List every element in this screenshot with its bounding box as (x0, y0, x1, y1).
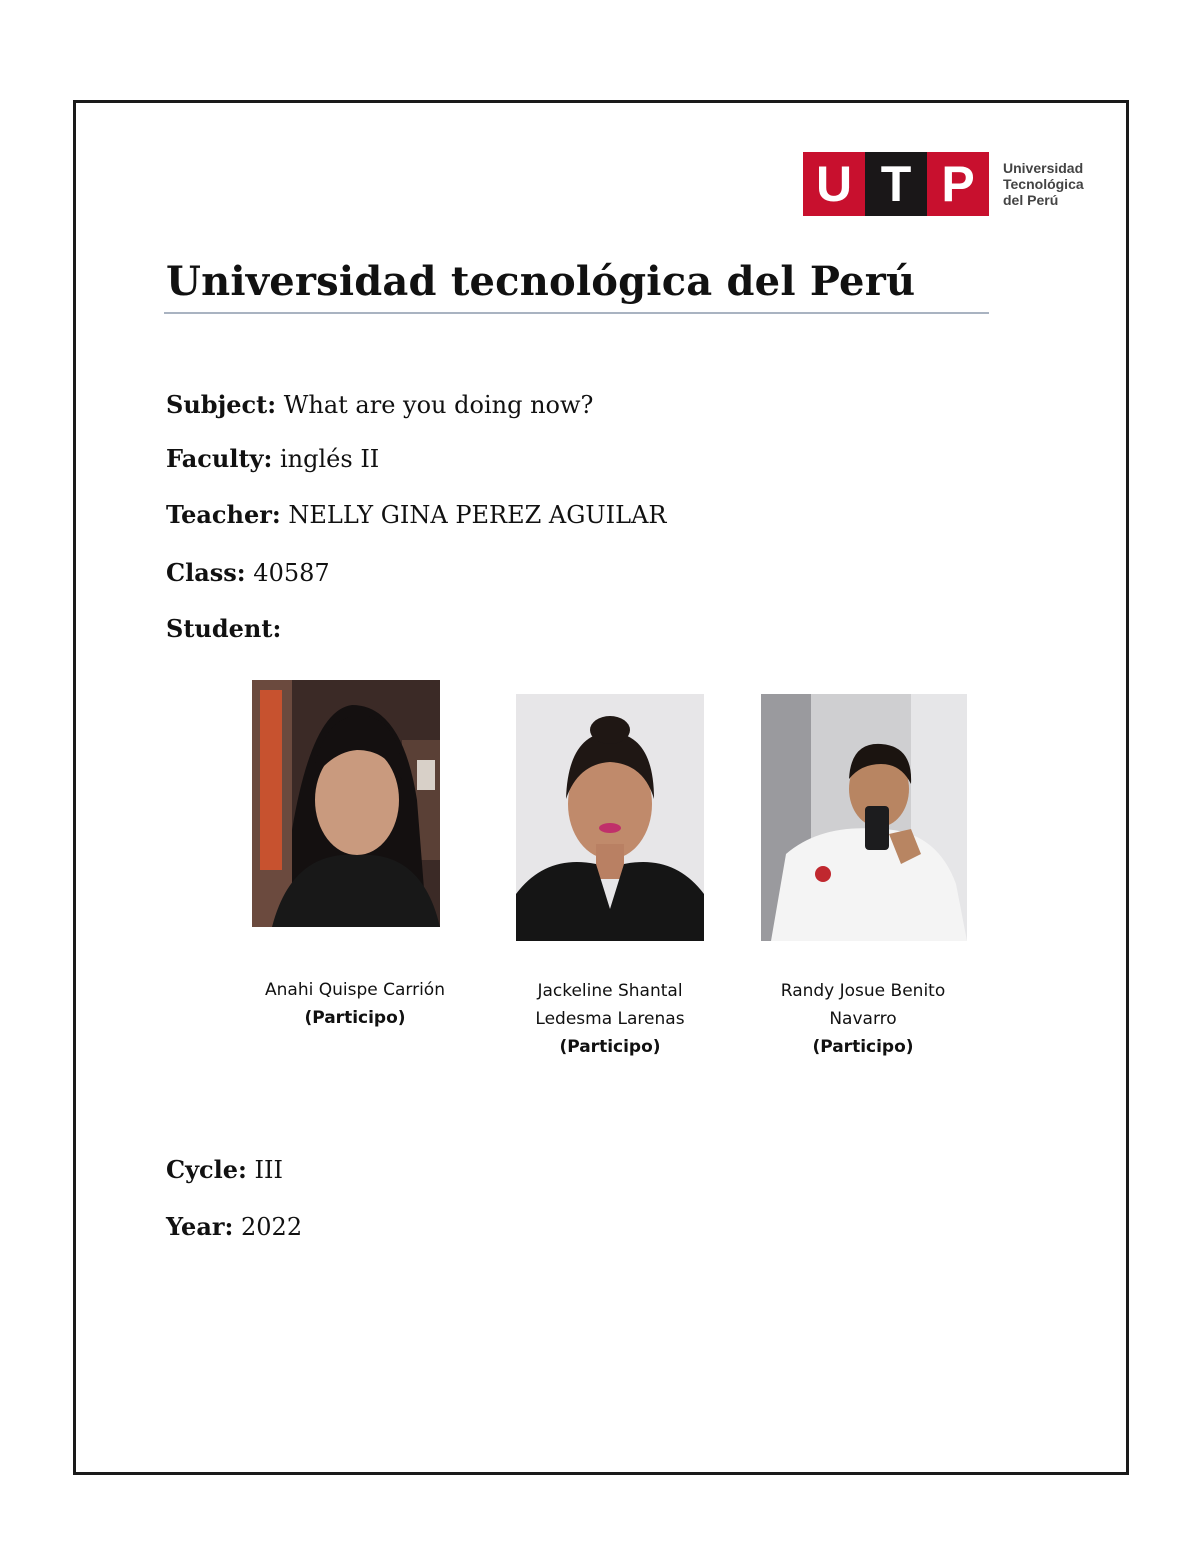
year-field (166, 1212, 302, 1241)
teacher-value: NELLY GINA PEREZ AGUILAR (288, 501, 667, 529)
student-photo-2 (516, 694, 704, 941)
logo-wordmark (1003, 160, 1084, 208)
student-label: Student: (166, 614, 282, 643)
student-name: Jackeline Shantal (537, 981, 683, 1001)
student-caption-1 (235, 976, 475, 1032)
student-photo-3 (761, 694, 967, 941)
page-title: Universidad tecnológica del Perú (166, 258, 916, 305)
student-role: (Participo) (304, 1008, 406, 1028)
utp-logo (803, 152, 1084, 216)
cycle-field (166, 1155, 283, 1184)
faculty-label: Faculty: (166, 444, 273, 473)
subject-field (166, 390, 593, 419)
year-value: 2022 (241, 1213, 303, 1241)
class-label: Class: (166, 558, 246, 587)
logo-letter-p: P (927, 152, 989, 216)
student-name: Ledesma Larenas (535, 1009, 685, 1029)
teacher-label: Teacher: (166, 500, 281, 529)
class-value: 40587 (253, 559, 330, 587)
logo-letter-u: U (803, 152, 865, 216)
student-role: (Participo) (812, 1037, 914, 1057)
student-photo-1 (252, 680, 440, 927)
logo-text-line: Tecnológica (1003, 176, 1084, 192)
student-caption-2 (490, 977, 730, 1061)
logo-text-line: del Perú (1003, 192, 1059, 208)
teacher-field (166, 500, 666, 529)
student-field (166, 614, 281, 643)
student-caption-3 (743, 977, 983, 1061)
faculty-value: inglés II (280, 445, 380, 473)
student-role: (Participo) (559, 1037, 661, 1057)
student-name: Anahi Quispe Carrión (265, 980, 445, 1000)
faculty-field (166, 444, 379, 473)
student-name: Randy Josue Benito (780, 981, 946, 1001)
logo-letter-t: T (865, 152, 927, 216)
subject-label: Subject: (166, 390, 277, 419)
year-label: Year: (166, 1212, 234, 1241)
cycle-label: Cycle: (166, 1155, 247, 1184)
student-name: Navarro (829, 1009, 897, 1029)
cycle-value: III (254, 1156, 283, 1184)
title-underline (164, 312, 989, 314)
class-field (166, 558, 330, 587)
subject-value: What are you doing now? (283, 391, 594, 419)
logo-text-line: Universidad (1003, 160, 1084, 176)
